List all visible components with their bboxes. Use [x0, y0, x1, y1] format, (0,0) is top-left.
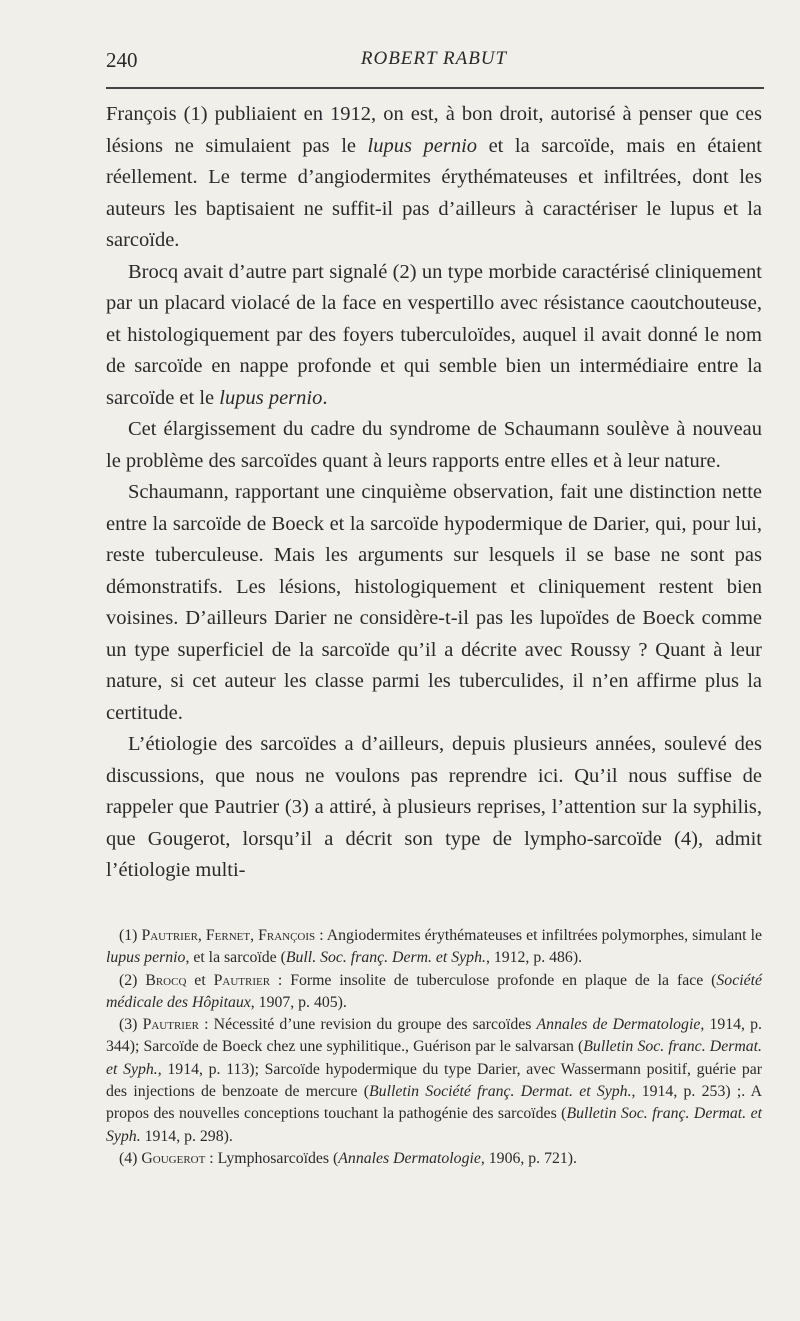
footnote-3: (3) Pautrier : Nécessité d’une revision du groupe des sarcoïdes Annales de Dermatologie, 1914, p. 344); Sarcoïde de Boeck chez une syphilitique., Guérison par le salvarsan (Bulletin Soc. franc. Dermat. et Syph., 1914, p. 113); Sarcoïde hypodermique du type Darier, avec Wassermann positif, guérie par des injections de benzoate de mercure (Bulletin Société franç. Dermat. et Syph., 1914, p. 253) ;. A propos des nouvelles conceptions touchant la pathogénie des sarcoïdes (Bulletin Soc. franç. Dermat. et Syph. 1914, p. 298). — [106, 1016, 763, 1145]
page-number: 240 — [106, 48, 138, 72]
body-text — [106, 99, 762, 887]
header-rule — [106, 87, 764, 89]
paragraph-5: L’étiologie des sarcoïdes a d’ailleurs, depuis plusieurs années, soulevé des discussions, que nous ne voulons pas reprendre ici. Qu’il nous suffise de rappeler que Pautrier (3) a attiré, à plusieurs reprises, l’attention sur la syphilis, que Gougerot, lorsqu’il a décrit son type de lympho-sarcoïde (4), admit l’étiologie multi- — [106, 733, 762, 881]
footnote-2: (2) Brocq et Pautrier : Forme insolite de tuberculose profonde en plaque de la face (Société médicale des Hôpitaux, 1907, p. 405). — [106, 971, 762, 1011]
paragraph-4: Schaumann, rapportant une cinquième observation, fait une distinction nette entre la sarcoïde de Boeck et la sarcoïde hypodermique de Darier, qui, pour lui, reste tuberculeuse. Mais les arguments sur lesquels il se base ne sont pas démonstratifs. Les lésions, histologiquement et cliniquement restent bien voisines. D’ailleurs Darier ne considère-t-il pas les lupoïdes de Boeck comme un type superficiel de la sarcoïde qu’il a décrite avec Roussy ? Quant à leur nature, si cet auteur les classe parmi les tuberculides, il n’en affirme plus la certitude. — [106, 481, 762, 724]
running-title: ROBERT RABUT — [360, 48, 508, 69]
running-head — [106, 48, 762, 78]
paragraph-1: François (1) publiaient en 1912, on est, à bon droit, autorisé à penser que ces lésions ne simulaient pas le lupus pernio et la sarcoïde, mais en étaient réellement. Le terme d’angiodermites érythémateuses et infiltrées, dont les auteurs les baptisaient ne suffit-il pas d’ailleurs à caractériser le lupus et la sarcoïde. — [106, 103, 762, 251]
paragraph-3: Cet élargissement du cadre du syndrome de Schaumann soulève à nouveau le problème des sarcoïdes quant à leurs rapports entre elles et à leur nature. — [106, 418, 762, 472]
footnote-4: (4) Gougerot : Lymphosarcoïdes (Annales Dermatologie, 1906, p. 721). — [119, 1149, 577, 1167]
paragraph-2: Brocq avait d’autre part signalé (2) un type morbide caractérisé cliniquement par un placard violacé de la face en vespertillo avec résistance caoutchouteuse, et histologiquement par des foyers tuberculoïdes, auquel il avait donné le nom de sarcoïde en nappe profonde et qui semble bien un intermédiaire entre la sarcoïde et le lupus pernio. — [106, 260, 762, 409]
footnotes — [106, 925, 762, 1170]
footnote-1: (1) Pautrier, Fernet, François : Angiodermites érythémateuses et infiltrées polymorphes, simulant le lupus pernio, et la sarcoïde (Bull. Soc. franç. Derm. et Syph., 1912, p. 486). — [106, 927, 762, 967]
